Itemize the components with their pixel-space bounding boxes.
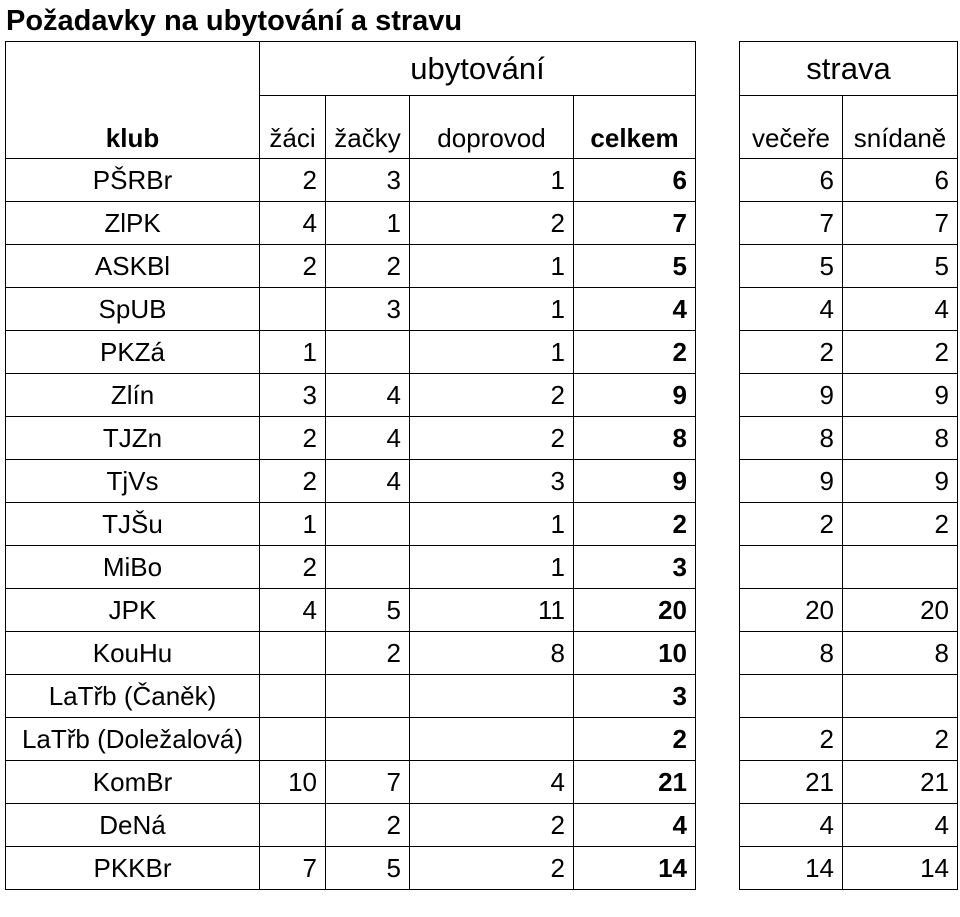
cell-escort: 1 <box>410 245 574 288</box>
cell-breakfast: 2 <box>843 718 958 761</box>
cell-dinner: 8 <box>740 632 843 675</box>
cell-girls: 2 <box>326 245 410 288</box>
cell-escort: 2 <box>410 417 574 460</box>
column-gap <box>696 718 740 761</box>
cell-boys: 10 <box>260 761 326 804</box>
cell-girls: 3 <box>326 159 410 202</box>
cell-boys: 4 <box>260 202 326 245</box>
cell-girls <box>326 503 410 546</box>
column-header-row <box>6 96 958 159</box>
cell-boys: 4 <box>260 589 326 632</box>
cell-escort: 1 <box>410 331 574 374</box>
cell-club: DeNá <box>6 804 260 847</box>
col-header-dinner: večeře <box>740 96 843 159</box>
cell-total: 21 <box>574 761 696 804</box>
cell-girls: 4 <box>326 374 410 417</box>
cell-escort: 8 <box>410 632 574 675</box>
cell-club: Zlín <box>6 374 260 417</box>
requirements-table <box>5 41 958 890</box>
page-title: Požadavky na ubytování a stravu <box>6 5 463 37</box>
cell-escort <box>410 718 574 761</box>
table-row <box>6 245 958 288</box>
cell-girls: 5 <box>326 589 410 632</box>
cell-total: 3 <box>574 675 696 718</box>
cell-breakfast: 21 <box>843 761 958 804</box>
cell-total: 4 <box>574 288 696 331</box>
cell-breakfast: 20 <box>843 589 958 632</box>
table-row <box>6 847 958 890</box>
col-header-total: celkem <box>574 96 696 159</box>
table-row <box>6 761 958 804</box>
column-gap <box>696 632 740 675</box>
cell-breakfast: 2 <box>843 331 958 374</box>
cell-girls <box>326 546 410 589</box>
group-corner-cell <box>6 42 260 96</box>
cell-escort: 11 <box>410 589 574 632</box>
cell-escort: 2 <box>410 374 574 417</box>
cell-dinner: 9 <box>740 460 843 503</box>
cell-total: 2 <box>574 331 696 374</box>
cell-girls: 4 <box>326 417 410 460</box>
table-row <box>6 202 958 245</box>
cell-club: JPK <box>6 589 260 632</box>
cell-dinner: 2 <box>740 503 843 546</box>
cell-total: 14 <box>574 847 696 890</box>
cell-breakfast <box>843 675 958 718</box>
cell-breakfast: 8 <box>843 417 958 460</box>
cell-boys: 3 <box>260 374 326 417</box>
column-gap <box>696 503 740 546</box>
col-header-girls: žačky <box>326 96 410 159</box>
cell-breakfast: 7 <box>843 202 958 245</box>
cell-escort: 4 <box>410 761 574 804</box>
cell-girls: 2 <box>326 804 410 847</box>
cell-club: PŠRBr <box>6 159 260 202</box>
col-header-club: klub <box>6 96 260 159</box>
column-gap <box>696 589 740 632</box>
cell-dinner: 9 <box>740 374 843 417</box>
table-row <box>6 718 958 761</box>
cell-total: 8 <box>574 417 696 460</box>
cell-breakfast: 2 <box>843 503 958 546</box>
cell-dinner: 4 <box>740 288 843 331</box>
cell-breakfast: 6 <box>843 159 958 202</box>
cell-boys <box>260 804 326 847</box>
cell-escort: 2 <box>410 804 574 847</box>
cell-escort: 1 <box>410 288 574 331</box>
table-row <box>6 288 958 331</box>
cell-total: 10 <box>574 632 696 675</box>
cell-dinner: 2 <box>740 331 843 374</box>
group-header-row <box>6 42 958 96</box>
table-row <box>6 546 958 589</box>
cell-boys: 2 <box>260 245 326 288</box>
cell-boys <box>260 632 326 675</box>
cell-girls <box>326 718 410 761</box>
table-row <box>6 589 958 632</box>
cell-dinner: 2 <box>740 718 843 761</box>
cell-dinner: 21 <box>740 761 843 804</box>
table-row <box>6 675 958 718</box>
cell-girls: 1 <box>326 202 410 245</box>
cell-boys <box>260 288 326 331</box>
column-gap <box>696 761 740 804</box>
cell-total: 7 <box>574 202 696 245</box>
column-gap <box>696 42 740 96</box>
cell-club: TJŠu <box>6 503 260 546</box>
cell-boys: 1 <box>260 331 326 374</box>
table-row <box>6 503 958 546</box>
cell-dinner: 20 <box>740 589 843 632</box>
column-gap <box>696 460 740 503</box>
cell-dinner: 7 <box>740 202 843 245</box>
cell-girls <box>326 675 410 718</box>
cell-dinner: 5 <box>740 245 843 288</box>
cell-escort: 2 <box>410 847 574 890</box>
cell-total: 5 <box>574 245 696 288</box>
cell-boys: 2 <box>260 460 326 503</box>
cell-escort: 1 <box>410 546 574 589</box>
cell-boys <box>260 718 326 761</box>
cell-breakfast: 9 <box>843 374 958 417</box>
cell-boys: 2 <box>260 159 326 202</box>
cell-club: ASKBl <box>6 245 260 288</box>
table-row <box>6 460 958 503</box>
cell-breakfast: 4 <box>843 288 958 331</box>
cell-breakfast: 5 <box>843 245 958 288</box>
cell-girls: 7 <box>326 761 410 804</box>
col-header-escort: doprovod <box>410 96 574 159</box>
cell-dinner <box>740 675 843 718</box>
column-gap <box>696 804 740 847</box>
cell-dinner: 6 <box>740 159 843 202</box>
cell-total: 9 <box>574 374 696 417</box>
column-gap <box>696 245 740 288</box>
table-row <box>6 374 958 417</box>
cell-dinner: 14 <box>740 847 843 890</box>
cell-breakfast: 4 <box>843 804 958 847</box>
table-row <box>6 804 958 847</box>
cell-dinner <box>740 546 843 589</box>
column-gap <box>696 847 740 890</box>
cell-boys: 1 <box>260 503 326 546</box>
cell-breakfast <box>843 546 958 589</box>
group-meals: strava <box>740 42 958 96</box>
cell-club: PKZá <box>6 331 260 374</box>
cell-escort: 1 <box>410 503 574 546</box>
col-header-breakfast: snídaně <box>843 96 958 159</box>
cell-dinner: 8 <box>740 417 843 460</box>
cell-total: 4 <box>574 804 696 847</box>
column-gap <box>696 202 740 245</box>
cell-girls: 4 <box>326 460 410 503</box>
column-gap <box>696 374 740 417</box>
cell-club: SpUB <box>6 288 260 331</box>
cell-total: 6 <box>574 159 696 202</box>
cell-club: PKKBr <box>6 847 260 890</box>
cell-girls: 2 <box>326 632 410 675</box>
cell-girls <box>326 331 410 374</box>
cell-club: LaTřb (Doležalová) <box>6 718 260 761</box>
col-header-boys: žáci <box>260 96 326 159</box>
cell-club: MiBo <box>6 546 260 589</box>
cell-club: KouHu <box>6 632 260 675</box>
cell-total: 9 <box>574 460 696 503</box>
cell-breakfast: 9 <box>843 460 958 503</box>
cell-escort: 2 <box>410 202 574 245</box>
cell-boys: 7 <box>260 847 326 890</box>
cell-club: ZlPK <box>6 202 260 245</box>
cell-escort: 1 <box>410 159 574 202</box>
cell-girls: 3 <box>326 288 410 331</box>
column-gap <box>696 159 740 202</box>
cell-escort: 3 <box>410 460 574 503</box>
cell-total: 2 <box>574 503 696 546</box>
table-row <box>6 632 958 675</box>
cell-breakfast: 14 <box>843 847 958 890</box>
cell-total: 3 <box>574 546 696 589</box>
column-gap <box>696 675 740 718</box>
cell-dinner: 4 <box>740 804 843 847</box>
table-row <box>6 417 958 460</box>
cell-breakfast: 8 <box>843 632 958 675</box>
group-accommodation: ubytování <box>260 42 696 96</box>
cell-club: TJZn <box>6 417 260 460</box>
column-gap <box>696 417 740 460</box>
cell-boys <box>260 675 326 718</box>
cell-total: 20 <box>574 589 696 632</box>
cell-escort <box>410 675 574 718</box>
cell-club: LaTřb (Čaněk) <box>6 675 260 718</box>
cell-club: KomBr <box>6 761 260 804</box>
cell-boys: 2 <box>260 546 326 589</box>
cell-boys: 2 <box>260 417 326 460</box>
cell-total: 2 <box>574 718 696 761</box>
column-gap <box>696 96 740 159</box>
cell-girls: 5 <box>326 847 410 890</box>
column-gap <box>696 546 740 589</box>
cell-club: TjVs <box>6 460 260 503</box>
column-gap <box>696 288 740 331</box>
table-row <box>6 159 958 202</box>
column-gap <box>696 331 740 374</box>
table-row <box>6 331 958 374</box>
